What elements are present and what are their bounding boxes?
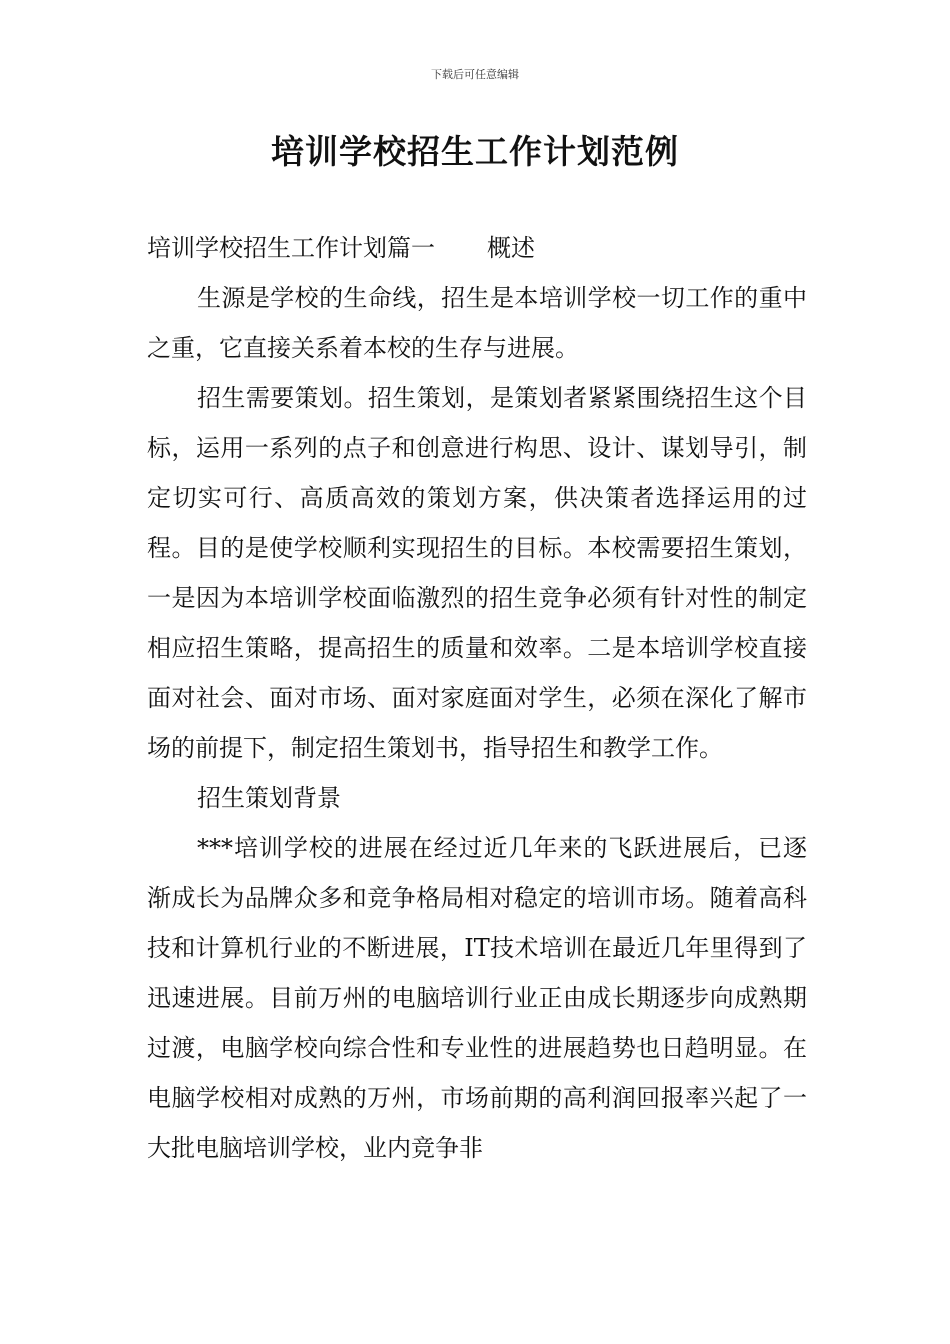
document-body bbox=[147, 223, 807, 1173]
paragraph-intro: 生源是学校的生命线，招生是本培训学校一切工作的重中之重，它直接关系着本校的生存与进展。 bbox=[147, 284, 807, 362]
paragraph-background-heading: 招生策划背景 bbox=[197, 784, 341, 812]
header-note: 下载后可任意编辑 bbox=[431, 68, 519, 81]
section-subheading: 概述 bbox=[487, 234, 535, 262]
section-heading-text: 培训学校招生工作计划篇一 bbox=[147, 234, 435, 262]
document-title: 培训学校招生工作计划范例 bbox=[271, 132, 679, 171]
section-heading bbox=[147, 223, 807, 273]
paragraph-planning: 招生需要策划。招生策划，是策划者紧紧围绕招生这个目标，运用一系列的点子和创意进行构思、设计、谋划导引，制定切实可行、高质高效的策划方案，供决策者选择运用的过程。目的是使学校顺利实现招生的目标。本校需要招生策划，一是因为本培训学校面临激烈的招生竞争必须有针对性的制定相应招生策略，提高招生的质量和效率。二是本培训学校直接面对社会、面对市场、面对家庭面对学生，必须在深化了解市场的前提下，制定招生策划书，指导招生和教学工作。 bbox=[147, 384, 807, 762]
paragraph-background: ***培训学校的进展在经过近几年来的飞跃进展后，已逐渐成长为品牌众多和竞争格局相对稳定的培训市场。随着高科技和计算机行业的不断进展，IT技术培训在最近几年里得到了迅速进展。目前万州的电脑培训行业正由成长期逐步向成熟期过渡，电脑学校向综合性和专业性的进展趋势也日趋明显。在电脑学校相对成熟的万州，市场前期的高利润回报率兴起了一大批电脑培训学校，业内竞争非 bbox=[147, 834, 807, 1162]
